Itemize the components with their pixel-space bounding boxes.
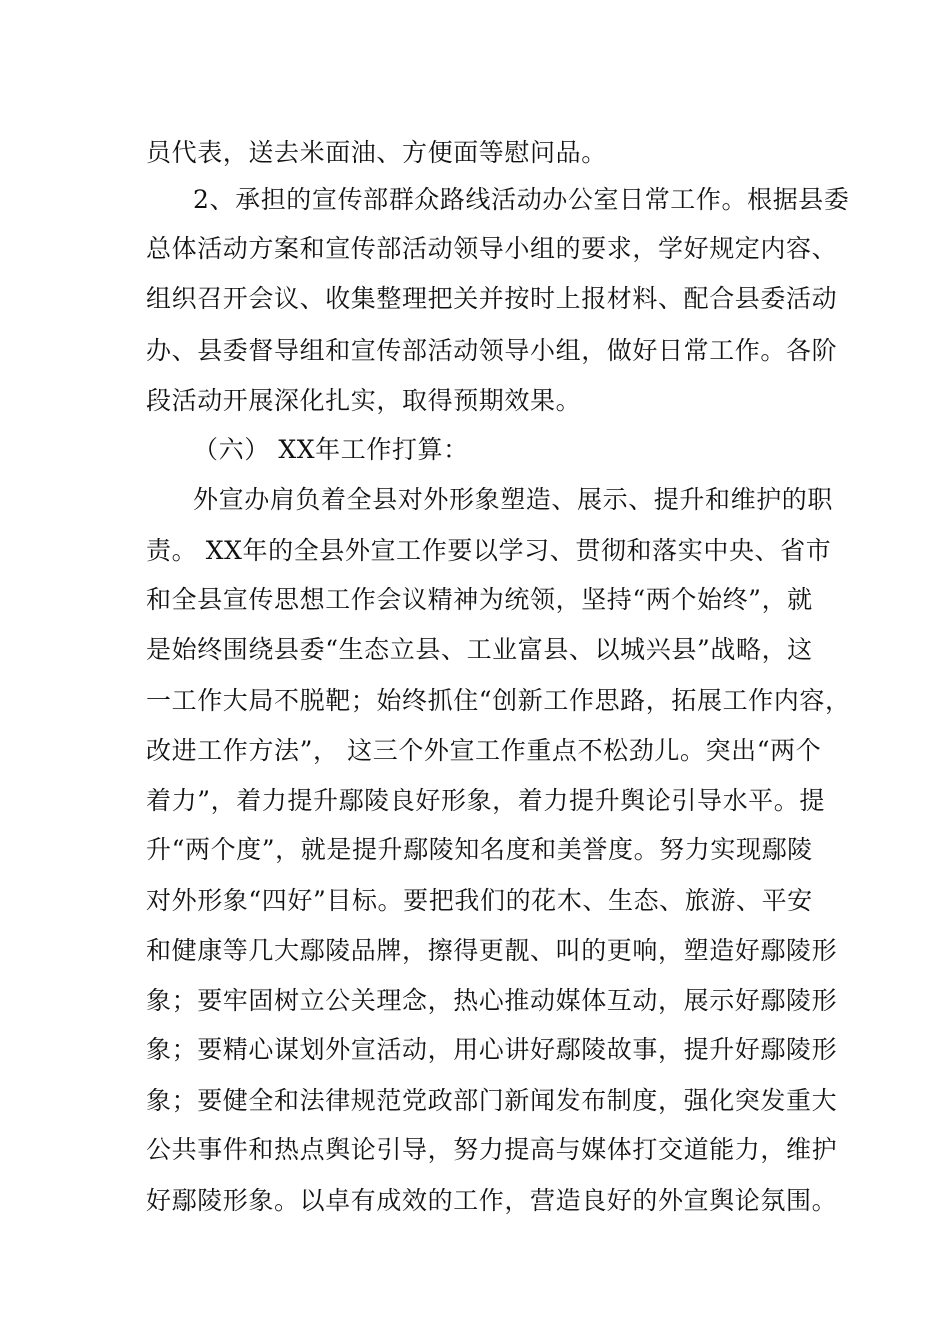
section-heading: （六） XX年工作打算：: [193, 435, 469, 464]
text-line: 2、承担的宣传部群众路线活动办公室日常工作。根据县委: [193, 185, 850, 214]
text-line: 象；要精心谋划外宣活动，用心讲好鄢陵故事，提升好鄢陵形: [146, 1035, 838, 1064]
text-line: 象；要牢固树立公关理念，热心推动媒体互动，展示好鄢陵形: [146, 986, 838, 1015]
text-line: 和全县宣传思想工作会议精神为统领，坚持“两个始终”，就: [146, 585, 813, 614]
text-line: 外宣办肩负着全县对外形象塑造、展示、提升和维护的职: [193, 485, 834, 514]
text-line: 办、县委督导组和宣传部活动领导小组，做好日常工作。各阶: [146, 336, 838, 365]
text-line: 员代表，送去米面油、方便面等慰问品。: [146, 138, 607, 167]
text-line: 总体活动方案和宣传部活动领导小组的要求，学好规定内容、: [146, 234, 838, 263]
text-line: 象；要健全和法律规范党政部门新闻发布制度，强化突发重大: [146, 1086, 838, 1115]
text-line: 和健康等几大鄢陵品牌，擦得更靓、叫的更响，塑造好鄢陵形: [146, 936, 838, 965]
text-line: 组织召开会议、收集整理把关并按时上报材料、配合县委活动: [146, 284, 838, 313]
text-line: 好鄢陵形象。以卓有成效的工作，营造良好的外宣舆论氛围。: [146, 1186, 838, 1215]
text-line: 是始终围绕县委“生态立县、工业富县、以城兴县”战略，这: [146, 635, 813, 664]
text-line: 改进工作方法”， 这三个外宣工作重点不松劲儿。突出“两个: [146, 736, 822, 765]
text-line: 对外形象“四好”目标。要把我们的花木、生态、旅游、平安: [146, 886, 813, 915]
text-line: 责。 XX年的全县外宣工作要以学习、贯彻和落实中央、省市: [146, 536, 832, 565]
text-line: 一工作大局不脱靶；始终抓住“创新工作思路，拓展工作内容，: [146, 686, 851, 715]
text-line: 着力”，着力提升鄢陵良好形象，着力提升舆论引导水平。提: [146, 786, 825, 815]
text-line: 升“两个度”，就是提升鄢陵知名度和美誉度。努力实现鄢陵: [146, 835, 813, 864]
text-line: 公共事件和热点舆论引导，努力提高与媒体打交道能力，维护: [146, 1135, 838, 1164]
text-line: 段活动开展深化扎实，取得预期效果。: [146, 386, 582, 415]
